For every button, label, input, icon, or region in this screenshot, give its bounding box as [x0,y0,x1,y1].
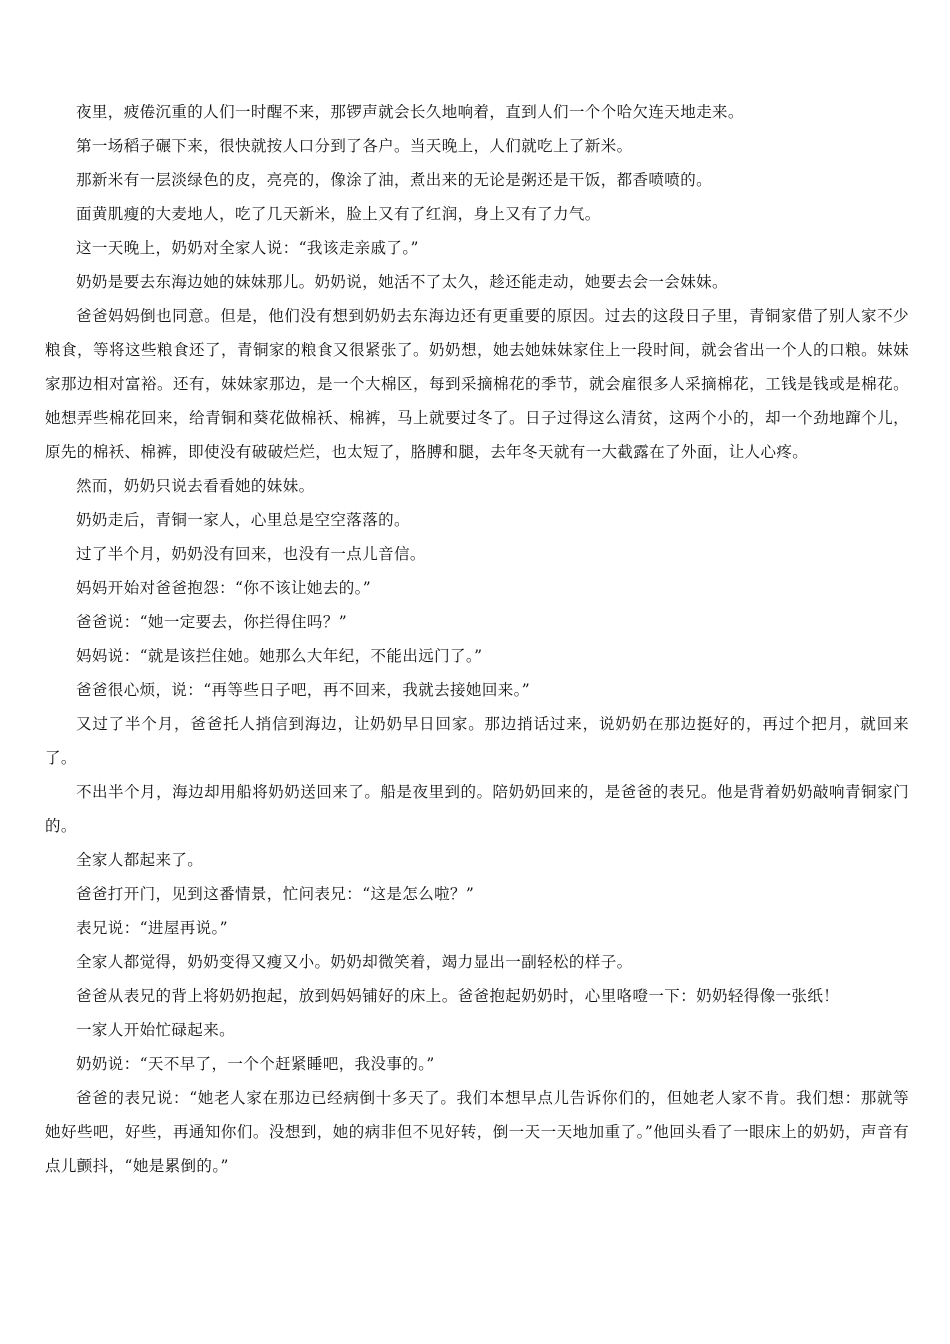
paragraph: 不出半个月，海边却用船将奶奶送回来了。船是夜里到的。陪奶奶回来的，是爸爸的表兄。他是背着奶奶敲响青铜家门的。 [45,783,909,835]
paragraph: 全家人都起来了。 [76,851,204,869]
paragraph: 全家人都觉得，奶奶变得又瘦又小。奶奶却微笑着，竭力显出一副轻松的样子。 [76,953,633,971]
paragraph: 一家人开始忙碌起来。 [76,1021,236,1039]
paragraph: 奶奶是要去东海边她的妹妹那儿。奶奶说，她活不了太久，趁还能走动，她要去会一会妹妹。 [76,273,728,291]
paragraph: 又过了半个月，爸爸托人捎信到海边，让奶奶早日回家。那边捎话过来，说奶奶在那边挺好的，再过个把月，就回来了。 [45,715,909,767]
paragraph: 妈妈开始对爸爸抱怨：“你不该让她去的。” [76,579,372,597]
paragraph: 这一天晚上，奶奶对全家人说：“我该走亲戚了。” [76,239,419,257]
paragraph: 那新米有一层淡绿色的皮，亮亮的，像涂了油，煮出来的无论是粥还是干饭，都香喷喷的。 [76,171,713,189]
paragraph: 爸爸说：“她一定要去，你拦得住吗？” [76,613,348,631]
paragraph: 过了半个月，奶奶没有回来，也没有一点儿音信。 [76,545,426,563]
paragraph: 第一场稻子碾下来，很快就按人口分到了各户。当天晚上，人们就吃上了新米。 [76,137,633,155]
paragraph: 爸爸打开门，见到这番情景，忙问表兄：“这是怎么啦？” [76,885,475,903]
paragraph: 妈妈说：“就是该拦住她。她那么大年纪，不能出远门了。” [76,647,483,665]
document-body [45,95,909,1183]
paragraph: 爸爸从表兄的背上将奶奶抱起，放到妈妈铺好的床上。爸爸抱起奶奶时，心里咯噔一下：奶奶轻得像一张纸！ [76,987,840,1005]
paragraph: 爸爸很心烦，说：“再等些日子吧，再不回来，我就去接她回来。” [76,681,531,699]
paragraph: 夜里，疲倦沉重的人们一时醒不来，那锣声就会长久地响着，直到人们一个个哈欠连天地走来。 [76,103,744,121]
paragraph: 奶奶走后，青铜一家人，心里总是空空落落的。 [76,511,410,529]
paragraph: 爸爸妈妈倒也同意。但是，他们没有想到奶奶去东海边还有更重要的原因。过去的这段日子里，青铜家借了别人家不少粮食，等将这些粮食还了，青铜家的粮食又很紧张了。奶奶想，她去她妹妹家住上一段时间，就会省出一个人的口粮。妹妹家那边相对富裕。还有，妹妹家那边，是一个大棉区，每到采摘棉花的季节，就会雇很多人采摘棉花，工钱是钱或是棉花。她想弄些棉花回来，给青铜和葵花做棉袄、棉裤，马上就要过冬了。日子过得这么清贫，这两个小的，却一个劲地蹿个儿，原先的棉袄、棉裤，即使没有破破烂烂，也太短了，胳膊和腿，去年冬天就有一大截露在了外面，让人心疼。 [45,307,909,461]
paragraph: 奶奶说：“天不早了，一个个赶紧睡吧，我没事的。” [76,1055,435,1073]
paragraph: 爸爸的表兄说：“她老人家在那边已经病倒十多天了。我们本想早点儿告诉你们的，但她老人家不肯。我们想：那就等她好些吧，好些，再通知你们。没想到，她的病非但不见好转，倒一天一天地加重了。”他回头看了一眼床上的奶奶，声音有点儿颤抖，“她是累倒的。” [45,1089,909,1175]
paragraph: 然而，奶奶只说去看看她的妹妹。 [76,477,315,495]
paragraph: 面黄肌瘦的大麦地人，吃了几天新米，脸上又有了红润，身上又有了力气。 [76,205,601,223]
paragraph: 表兄说：“进屋再说。” [76,919,228,937]
